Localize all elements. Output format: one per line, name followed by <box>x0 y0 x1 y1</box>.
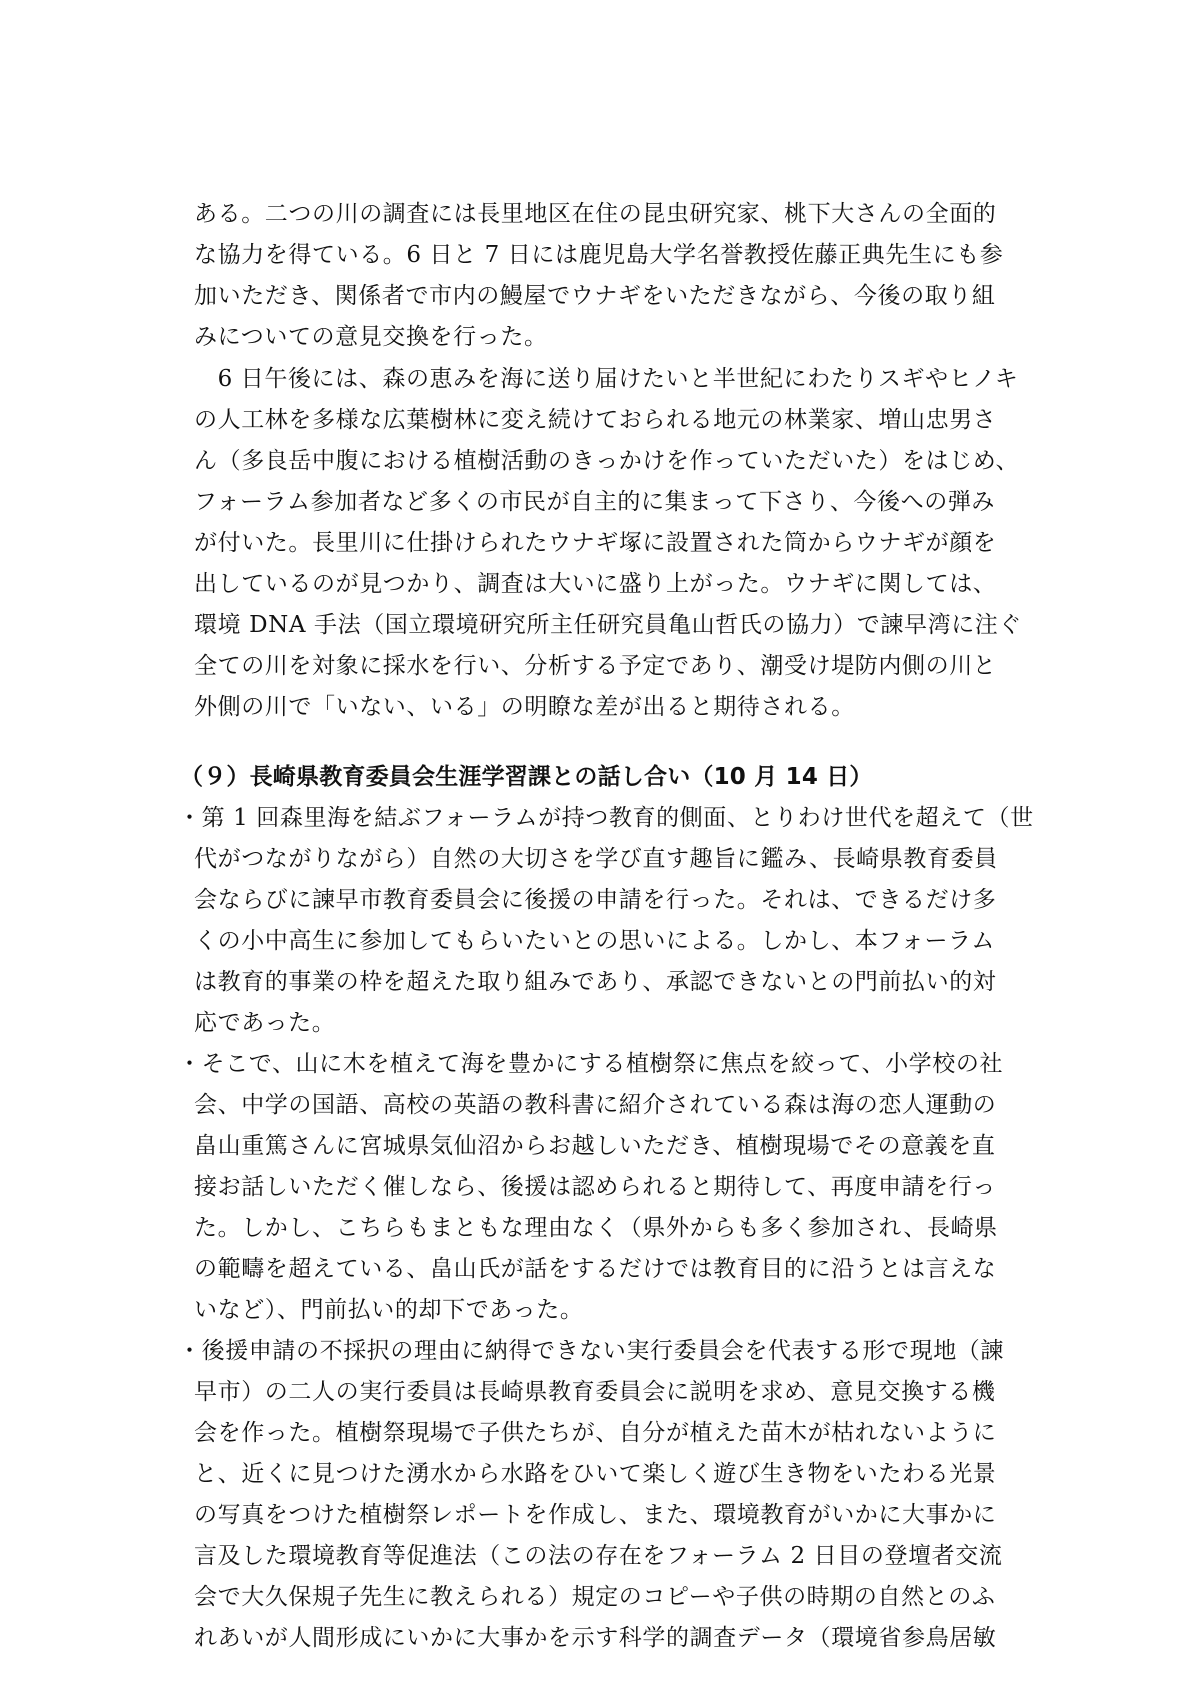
paragraph2-line-7: 環境 DNA 手法（国立環境研究所主任研究員亀山哲氏の協力）で諫早湾に注ぐ <box>194 612 1022 638</box>
bullet3-line-2: 早市）の二人の実行委員は長崎県教育委員会に説明を求め、意見交換する機 <box>194 1379 996 1405</box>
bullet1-line-4: くの小中高生に参加してもらいたいとの思いによる。しかし、本フォーラム <box>194 928 996 954</box>
bullet2-line-1: ・そこで、山に木を植えて海を豊かにする植樹祭に焦点を絞って、小学校の社 <box>178 1051 1004 1077</box>
paragraph2-line-8: 全ての川を対象に採水を行い、分析する予定であり、潮受け堤防内側の川と <box>194 653 997 679</box>
bullet2-line-3: 畠山重篤さんに宮城県気仙沼からお越しいただき、植樹現場でその意義を直 <box>194 1133 996 1159</box>
bullet1-line-1: ・第 1 回森里海を結ぶフォーラムが持つ教育的側面、とりわけ世代を超えて（世 <box>178 805 1034 831</box>
bullet3-line-5: の写真をつけた植樹祭レポートを作成し、また、環境教育がいかに大事かに <box>194 1502 997 1528</box>
bullet3-line-3: 会を作った。植樹祭現場で子供たちが、自分が植えた苗木が枯れないように <box>194 1420 997 1446</box>
bullet3-line-8: れあいが人間形成にいかに大事かを示す科学的調査データ（環境省参鳥居敏 <box>194 1625 997 1651</box>
bullet3-line-7: 会で大久保規子先生に教えられる）規定のコピーや子供の時期の自然とのふ <box>194 1584 996 1610</box>
bullet3-line-4: と、近くに見つけた湧水から水路をひいて楽しく遊び生き物をいたわる光景 <box>194 1461 997 1487</box>
paragraph2-line-4: フォーラム参加者など多くの市民が自主的に集まって下さり、今後への弾み <box>194 489 996 515</box>
bullet2-line-2: 会、中学の国語、高校の英語の教科書に紹介されている森は海の恋人運動の <box>194 1092 997 1118</box>
paragraph1-line-4: みについての意見交換を行った。 <box>194 324 548 350</box>
paragraph2-line-2: の人工林を多様な広葉樹林に変え続けておられる地元の林業家、増山忠男さ <box>194 407 997 433</box>
bullet2-line-4: 接お話しいただく催しなら、後援は認められると期待して、再度申請を行っ <box>194 1174 996 1200</box>
paragraph2-line-6: 出しているのが見つかり、調査は大いに盛り上がった。ウナギに関しては、 <box>194 571 997 597</box>
paragraph2-line-9: 外側の川で「いない、いる」の明瞭な差が出ると期待される。 <box>194 694 855 720</box>
bullet2-line-5: た。しかし、こちらもまともな理由なく（県外からも多く参加され、長崎県 <box>194 1215 998 1241</box>
bullet1-line-6: 応であった。 <box>194 1010 336 1036</box>
bullet3-line-1: ・後援申請の不採択の理由に納得できない実行委員会を代表する形で現地（諫 <box>178 1338 1004 1364</box>
bullet2-line-7: いなど）、門前払い的却下であった。 <box>194 1297 584 1323</box>
bullet1-line-3: 会ならびに諫早市教育委員会に後援の申請を行った。それは、できるだけ多 <box>194 887 997 913</box>
paragraph1-line-3: 加いただき、関係者で市内の鰻屋でウナギをいただきながら、今後の取り組 <box>194 283 996 309</box>
bullet1-line-5: は教育的事業の枠を超えた取り組みであり、承認できないとの門前払い的対 <box>194 969 997 995</box>
section-heading: （９）長崎県教育委員会生涯学習課との話し合い（10 月 14 日） <box>180 764 873 790</box>
paragraph1-line-1: ある。二つの川の調査には長里地区在住の昆虫研究家、桃下大さんの全面的 <box>194 201 997 227</box>
bullet1-line-2: 代がつながりながら）自然の大切さを学び直す趣旨に鑑み、長崎県教育委員 <box>194 846 998 872</box>
paragraph2-line-3: ん（多良岳中腹における植樹活動のきっかけを作っていただいた）をはじめ、 <box>194 448 1020 474</box>
paragraph1-line-2: な協力を得ている。6 日と 7 日には鹿児島大学名誉教授佐藤正典先生にも参 <box>194 242 1004 268</box>
bullet3-line-6: 言及した環境教育等促進法（この法の存在をフォーラム 2 日目の登壇者交流 <box>194 1543 1003 1569</box>
paragraph2-line-1: 6 日午後には、森の恵みを海に送り届けたいと半世紀にわたりスギやヒノキ <box>194 366 1019 392</box>
paragraph2-line-5: が付いた。長里川に仕掛けられたウナギ塚に設置された筒からウナギが顔を <box>194 530 997 556</box>
bullet2-line-6: の範疇を超えている、畠山氏が話をするだけでは教育目的に沿うとは言えな <box>194 1256 997 1282</box>
